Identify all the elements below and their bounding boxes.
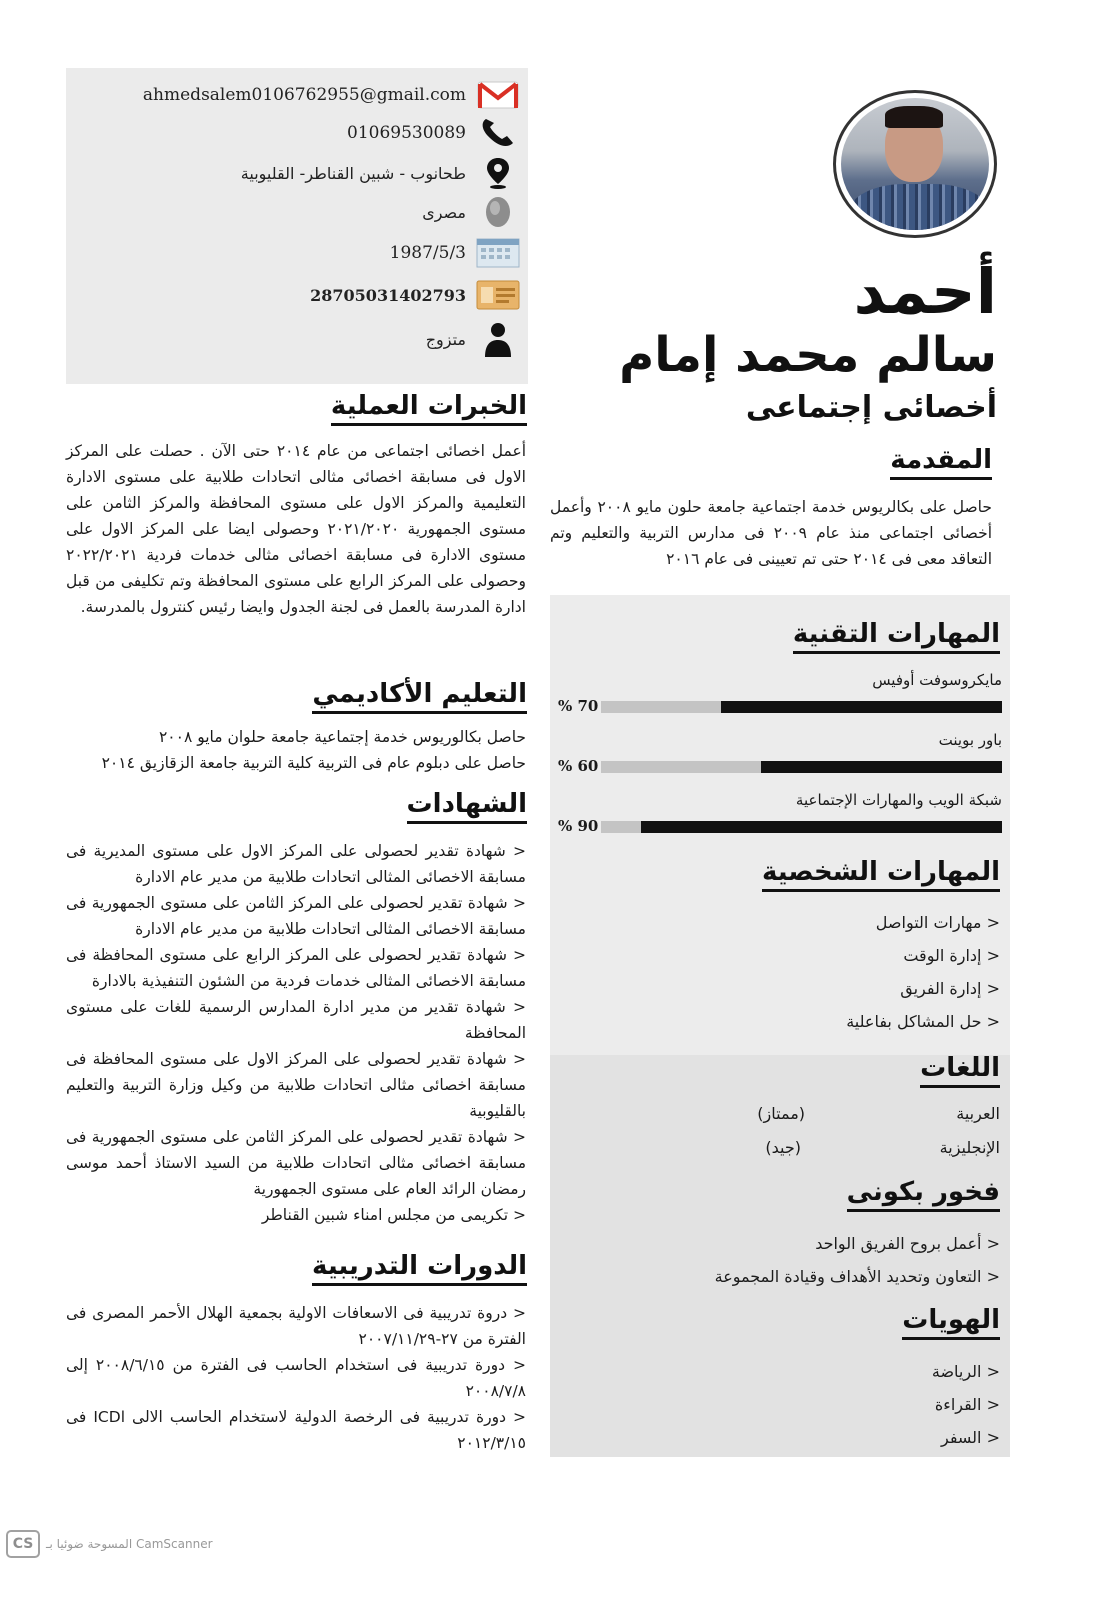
- certificate-item: < شهادة تقدير من مدير ادارة المدارس الرسمية للغات على مستوى المحافظة: [66, 994, 526, 1046]
- personal-skill-item: < إدارة الفريق: [846, 972, 1000, 1005]
- camscanner-watermark: [6, 1530, 213, 1558]
- contact-email-row: [143, 78, 520, 112]
- skill-bar-fill: [721, 701, 1002, 713]
- contact-address-row: [241, 156, 520, 190]
- location-pin-icon: [476, 156, 520, 190]
- education-heading: التعليم الأكاديمي: [312, 680, 527, 714]
- personal-skill-item: < مهارات التواصل: [846, 906, 1000, 939]
- certificate-item: < شهادة تقدير لحصولى على المركز الثامن على مستوى الجمهورية فى مسابقة الاخصائى المثالى اتحادات طلابية من مدير عام الادارة: [66, 890, 526, 942]
- phone-icon: [476, 116, 520, 150]
- calendar-icon: [476, 236, 520, 270]
- skill-label: شبكة الويب والمهارات الإجتماعية: [795, 791, 1002, 809]
- skill-percent: % 70: [558, 697, 599, 715]
- skill-label: باور بوينت: [938, 731, 1002, 749]
- job-title: أخصائى إجتماعى: [745, 390, 997, 425]
- camscanner-logo: CS: [6, 1530, 40, 1558]
- contact-nationality-row: [422, 195, 520, 229]
- skill-bar: [601, 701, 1002, 713]
- contact-phone-row: [347, 116, 520, 150]
- birthdate-text: 1987/5/3: [389, 243, 466, 263]
- education-item: حاصل بكالوريوس خدمة إجتماعية جامعة حلوان مايو ٢٠٠٨: [158, 728, 526, 746]
- certificate-item: < شهادة تقدير لحصولى على المركز الاول على مستوى المديرية فى مسابقة الاخصائى المثالى اتحادات طلابية من مدير عام الادارة: [66, 838, 526, 890]
- skill-bar: [601, 761, 1002, 773]
- certificate-item: < تكريمى من مجلس امناء شبين القناطر: [66, 1202, 526, 1228]
- contact-birthdate-row: [390, 236, 520, 270]
- personal-skill-item: < حل المشاكل بفاعلية: [846, 1005, 1000, 1038]
- skill-percent: % 90: [558, 817, 599, 835]
- contact-id-row: [310, 278, 520, 312]
- language-name: الإنجليزية: [939, 1138, 1000, 1157]
- tech-skills-heading: المهارات التقنية: [793, 620, 1000, 654]
- education-list: [66, 724, 526, 776]
- contact-marital-row: [426, 322, 520, 356]
- certificates-heading: الشهادات: [407, 790, 527, 824]
- camscanner-text: المسوحة ضوئيا بـ CamScanner: [46, 1537, 213, 1551]
- profile-photo: [833, 90, 997, 238]
- skill-percent: % 60: [558, 757, 599, 775]
- proud-list: [715, 1227, 1000, 1293]
- course-item: < دروة تدريبية فى الاسعافات الاولية بجمعية الهلال الأحمر المصرى فى الفترة من ٢٧-٢٠٠٧/١١/٢٩: [66, 1300, 526, 1352]
- course-item: < دورة تدريبية فى الرخصة الدولية لاستخدام الحاسب الالى ICDl فى ٢٠١٢/٣/١٥: [66, 1404, 526, 1456]
- intro-heading: المقدمة: [890, 446, 992, 480]
- certificate-item: < شهادة تقدير لحصولى على المركز الثامن على مستوى الجمهورية فى مسابقة اخصائى مثالى اتحادات طلابية من السيد الاستاذ أحمد موسى رمضان الرائد العام على مستوى الجمهورية: [66, 1124, 526, 1202]
- course-item: < دورة تدريبية فى استخدام الحاسب فى الفترة من ٢٠٠٨/٦/١٥ إلى ٢٠٠٨/٧/٨: [66, 1352, 526, 1404]
- courses-heading: الدورات التدريبية: [312, 1252, 527, 1286]
- proud-item: < التعاون وتحديد الأهداف وقيادة المجموعة: [715, 1260, 1000, 1293]
- person-icon: [476, 322, 520, 356]
- phone-text[interactable]: 01069530089: [347, 123, 466, 143]
- certificate-item: < شهادة تقدير لحصولى على المركز الرابع على مستوى المحافظة فى مسابقة الاخصائى المثالى خدمات فردية من الشئون التنفيذية بالادارة: [66, 942, 526, 994]
- personal-skills-list: [846, 906, 1000, 1038]
- avatar: [841, 98, 989, 230]
- intro-text: حاصل على بكالريوس خدمة اجتماعية جامعة حلون مايو ٢٠٠٨ وأعمل أخصائى اجتماعى منذ عام ٢٠٠٩ فى مدارس التربية والتعليم وتم التعاقد معى فى ٢٠١٤ حتى تم تعيينى فى عام ٢٠١٦: [550, 498, 992, 568]
- hobby-item: < السفر: [932, 1421, 1000, 1454]
- hobby-item: < القراءة: [932, 1388, 1000, 1421]
- languages-heading: اللغات: [920, 1054, 1000, 1088]
- hobby-item: < الرياضة: [932, 1355, 1000, 1388]
- personal-skill-item: < إدارة الوقت: [846, 939, 1000, 972]
- proud-heading: فخور بكونى: [847, 1178, 1000, 1212]
- proud-item: < أعمل بروح الفريق الواحد: [715, 1227, 1000, 1260]
- id-card-icon: [476, 278, 520, 312]
- education-item: حاصل على دبلوم عام فى التربية كلية التربية جامعة الزقازيق ٢٠١٤: [101, 754, 526, 772]
- skill-bar: [601, 821, 1002, 833]
- language-level: (ممتاز): [757, 1104, 805, 1123]
- language-name: العربية: [956, 1104, 1000, 1123]
- skill-label: مايكروسوفت أوفيس: [872, 671, 1002, 689]
- globe-icon: [476, 195, 520, 229]
- contact-box: [66, 68, 528, 384]
- courses-list: [66, 1300, 526, 1456]
- experience-heading: الخبرات العملية: [331, 392, 527, 426]
- last-name: سالم محمد إمام: [619, 327, 997, 383]
- hobbies-list: [932, 1355, 1000, 1454]
- certificate-item: < شهادة تقدير لحصولى على المركز الاول على مستوى المحافظة فى مسابقة اخصائى مثالى اتحادات طلابية من وكيل وزارة التربية والتعليم بالقليوبية: [66, 1046, 526, 1124]
- first-name: أحمد: [853, 255, 997, 328]
- certificates-list: [66, 838, 526, 1228]
- language-level: (جيد): [765, 1138, 801, 1157]
- gmail-icon: [476, 78, 520, 112]
- address-text: طحانوب - شبين القناطر- القليوبية: [240, 163, 466, 183]
- national-id-text: 28705031402793: [310, 285, 466, 305]
- hobbies-heading: الهويات: [902, 1306, 1000, 1340]
- email-text[interactable]: ahmedsalem0106762955@gmail.com: [142, 85, 466, 105]
- marital-status-text: متزوج: [425, 329, 466, 349]
- nationality-text: مصرى: [422, 202, 466, 222]
- skill-bar-fill: [641, 821, 1002, 833]
- personal-skills-heading: المهارات الشخصية: [762, 858, 1000, 892]
- experience-text: أعمل اخصائى اجتماعى من عام ٢٠١٤ حتى الآن . حصلت على المركز الاول فى مسابقة اخصائى مثالى اتحادات طلابية على مستوى الادارة التعليمية والمركز الاول على مستوى المحافظة والمركز الثامن على مستوى الجمهورية ٢٠٢١/٢٠٢٠ وحصولى ايضا على المركز الاول على مستوى الادارة فى مسابقة اخصائى مثالى خدمات فردية ٢٠٢٢/٢٠٢١ وحصولى على المركز الرابع على مستوى المحافظة وتم تكليفى من قبل ادارة المدرسة بالعمل فى لجنة الجدول وايضا رئيس كنترول بالمدرسة.: [66, 442, 526, 616]
- skill-bar-fill: [761, 761, 1002, 773]
